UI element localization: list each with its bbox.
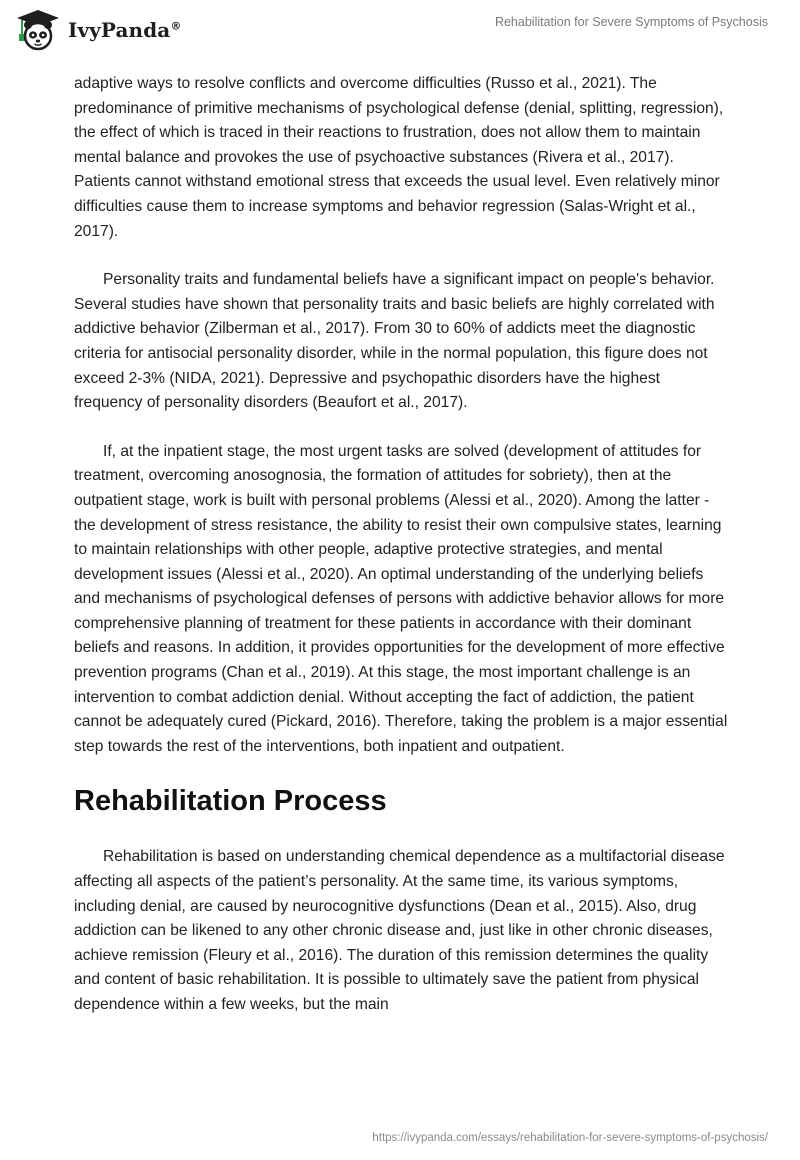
essay-body xyxy=(74,72,730,1042)
ivypanda-logo[interactable] xyxy=(14,8,181,52)
logo-wordmark: IvyPanda® xyxy=(68,18,182,42)
section-heading: Rehabilitation Process xyxy=(74,785,387,818)
paragraph-personality-traits: Personality traits and fundamental beliefs have a significant impact on people's behavior. Several studies have shown that personality traits and basic beliefs are highly correlated with addictive behavior (Zilberman et al., 2017). From 30 to 60% of addicts meet the diagnostic criteria for antisocial personality disorder, while in the normal population, this figure does not exceed 2-3% (NIDA, 2021). Depressive and psychopathic disorders have the highest frequency of personality disorders (Beaufort et al., 2017). xyxy=(74,271,715,412)
document-title: Rehabilitation for Severe Symptoms of Psychosis xyxy=(494,15,768,29)
paragraph-rehabilitation: Rehabilitation is based on understanding chemical dependence as a multifactorial disease affecting all aspects of the patient’s personality. At the same time, its various symptoms, including denial, are caused by neurocognitive dysfunctions (Dean et al., 2015). Also, drug addiction can be likened to any other chronic disease and, just like in other chronic diseases, achieve remission (Fleury et al., 2016). The duration of this remission determines the quality and content of basic rehabilitation. It is possible to ultimately save the patient from physical dependence within a few weeks, but the main xyxy=(74,848,725,1013)
source-url[interactable]: https://ivypanda.com/essays/rehabilitation-for-severe-symptoms-of-psychosis/ xyxy=(372,1132,768,1144)
page-header xyxy=(0,0,800,60)
paragraph-continuation: adaptive ways to resolve conflicts and overcome difficulties (Russo et al., 2021). The predominance of primitive mechanisms of psychological defense (denial, splitting, regression), the effect of which is traced in their reactions to frustration, does not allow them to maintain mental balance and provokes the use of psychoactive substances (Rivera et al., 2017). Patients cannot withstand emotional stress that exceeds the usual level. Even relatively minor difficulties cause them to increase symptoms and behavior regression (Salas-Wright et al., 2017). xyxy=(74,75,724,240)
paragraph-inpatient-stage: If, at the inpatient stage, the most urgent tasks are solved (development of attitudes for treatment, overcoming anosognosia, the formation of attitudes for sobriety), then at the outpatient stage, work is built with personal problems (Alessi et al., 2020). Among the latter - the development of stress resistance, the ability to resist their own compulsive states, learning to maintain relationships with other people, adaptive protective strategies, and mental development issues (Alessi et al., 2020). An optimal understanding of the underlying beliefs and mechanisms of psychological defenses of persons with addictive behavior allows for more comprehensive planning of treatment for these patients in accordance with their dominant beliefs and reasons. In addition, it provides opportunities for the development of more effective prevention programs (Chan et al., 2019). At this stage, the most important challenge is an intervention to combat addiction denial. Without accepting the fact of addiction, the patient cannot be adequately cured (Pickard, 2016). Therefore, taking the problem is a major essential step towards the rest of the interventions, both inpatient and outpatient. xyxy=(74,442,728,755)
panda-mascot-icon xyxy=(14,8,62,52)
registered-mark: ® xyxy=(170,19,182,33)
